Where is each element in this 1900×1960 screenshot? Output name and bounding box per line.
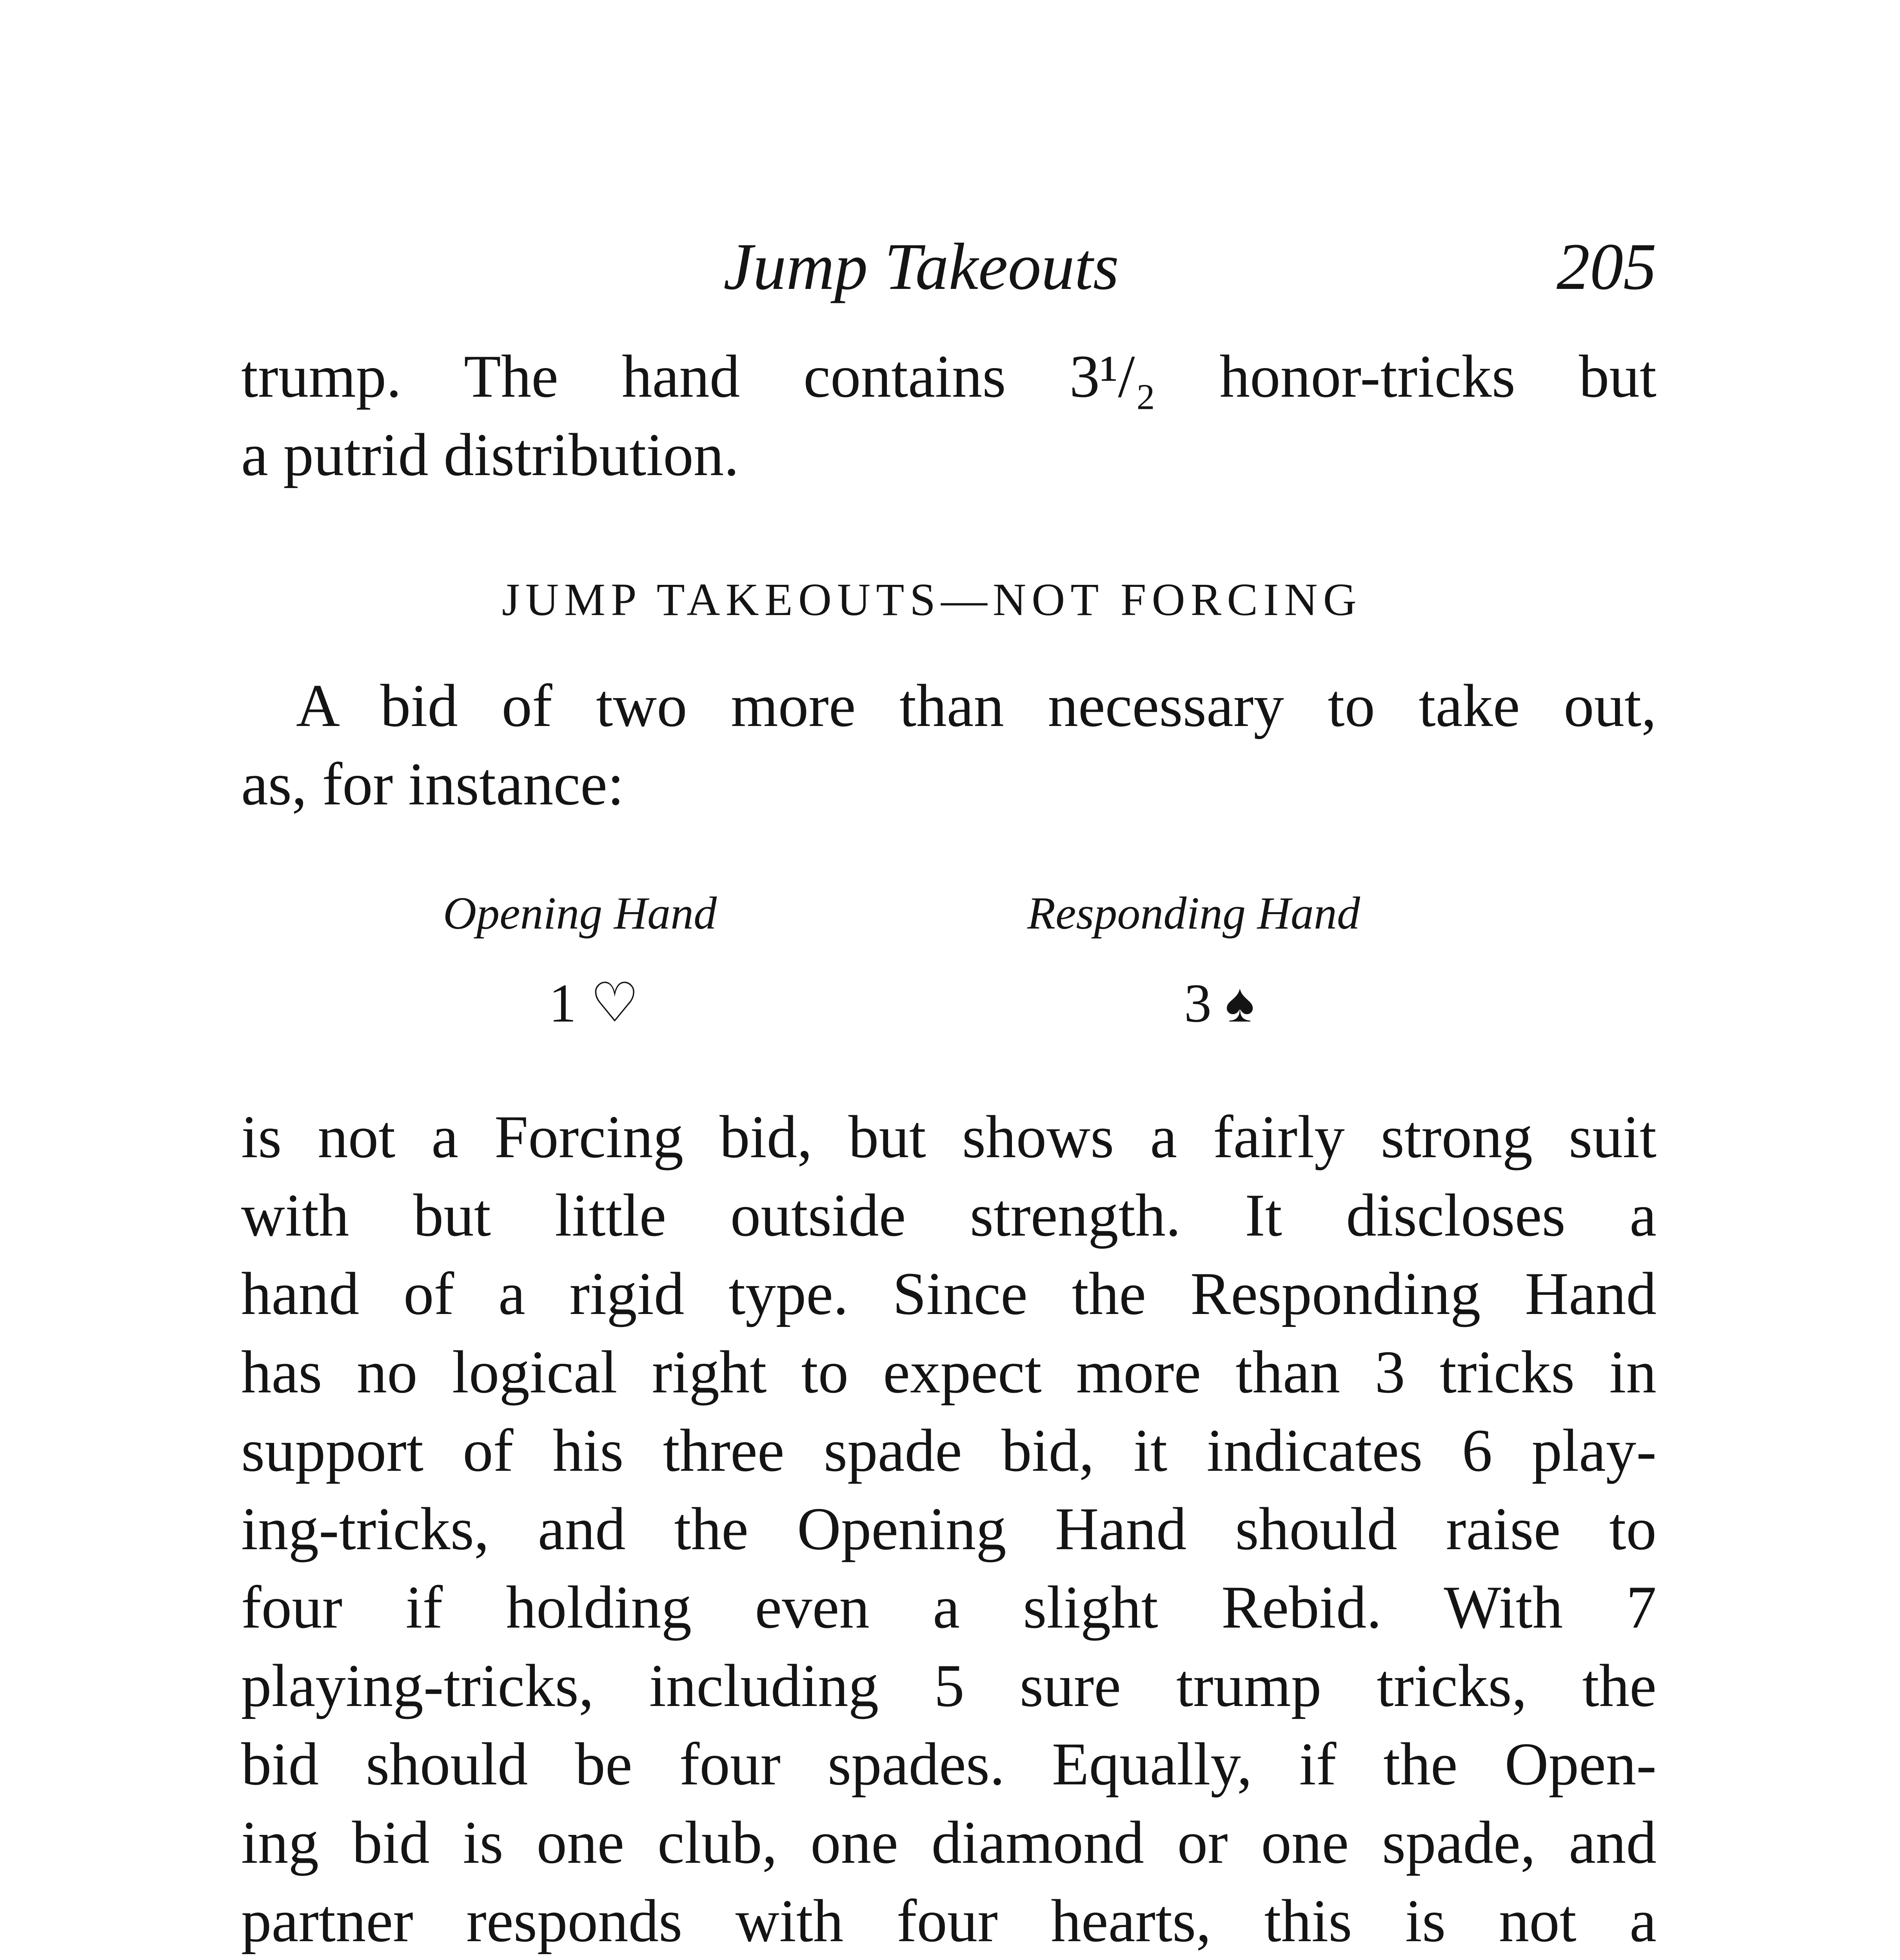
text-line: ing-tricks, and the Opening Hand should raise to xyxy=(241,1495,1657,1563)
text-line: has no logical right to expect more than 3 tricks in xyxy=(241,1338,1657,1406)
text-line: playing-tricks, including 5 sure trump tricks, the xyxy=(241,1652,1657,1719)
text-line: partner responds with four hearts, this is not a xyxy=(241,1887,1657,1955)
page-number: 205 xyxy=(1557,230,1657,303)
opening-bid: 1 ♡ xyxy=(549,973,639,1034)
text-line: bid should be four spades. Equally, if the Open- xyxy=(241,1730,1657,1798)
text-line: with but little outside strength. It discloses a xyxy=(241,1181,1657,1249)
text-line: hand of a rigid type. Since the Responding Hand xyxy=(241,1260,1657,1327)
text-line: as, for instance: xyxy=(241,750,624,818)
running-header xyxy=(241,220,1657,314)
text-line: is not a Forcing bid, but shows a fairly strong suit xyxy=(241,1103,1657,1171)
text-line: support of his three spade bid, it indicates 6 play- xyxy=(241,1417,1657,1484)
text-line: trump. The hand contains 3¹/₂ honor-tricks but xyxy=(241,343,1657,410)
text-line: four if holding even a slight Rebid. With 7 xyxy=(241,1573,1657,1641)
running-title: Jump Takeouts xyxy=(723,230,1119,303)
text-line: ing bid is one club, one diamond or one spade, and xyxy=(241,1809,1657,1876)
section-heading: JUMP TAKEOUTS—NOT FORCING xyxy=(502,574,1362,625)
responding-bid: 3 ♠ xyxy=(1184,973,1255,1034)
text-line: a putrid distribution. xyxy=(241,421,739,488)
opening-hand-label: Opening Hand xyxy=(443,887,717,939)
responding-hand-label: Responding Hand xyxy=(1027,887,1360,939)
text-line: A bid of two more than necessary to take out, xyxy=(296,672,1657,739)
